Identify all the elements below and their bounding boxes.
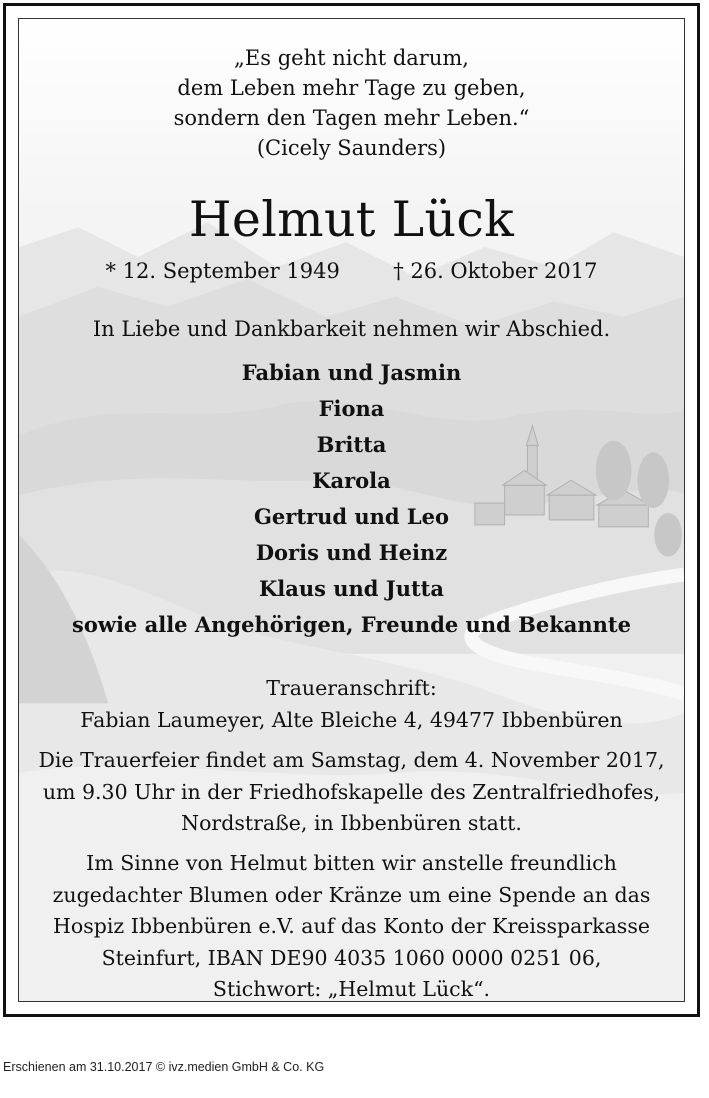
ceremony-line: Nordstraße, in Ibbenbüren statt. — [181, 811, 522, 835]
family-member: Klaus und Jutta — [259, 576, 444, 601]
address-block — [19, 673, 684, 736]
donation-line: Steinfurt, IBAN DE90 4035 1060 0000 0251 06, — [101, 945, 602, 970]
family-member: sowie alle Angehörigen, Freunde und Bekannte — [72, 612, 631, 637]
family-member: Karola — [312, 468, 391, 493]
family-member: Doris und Heinz — [255, 540, 448, 565]
quote-block — [19, 43, 684, 163]
ceremony-line: um 9.30 Uhr in der Friedhofskapelle des Zentralfriedhofes, — [42, 779, 661, 804]
notice-content — [19, 19, 684, 1001]
donation-line: Im Sinne von Helmut bitten wir anstelle freundlich — [86, 851, 617, 875]
publication-footer: Erschienen am 31.10.2017 © ivz.medien GmbH & Co. KG — [3, 1060, 325, 1074]
family-member: Britta — [316, 432, 387, 457]
quote-author: (Cicely Saunders) — [256, 136, 447, 160]
donation-line: Stichwort: „Helmut Lück“. — [212, 977, 491, 1001]
family-member: Fiona — [318, 396, 385, 421]
ceremony-line: Die Trauerfeier findet am Samstag, dem 4. November 2017, — [38, 748, 665, 772]
donation-block — [19, 848, 684, 1002]
deceased-name: Helmut Lück — [188, 191, 515, 248]
life-dates — [19, 259, 684, 283]
notice-outer-border — [3, 3, 700, 1017]
farewell-line: In Liebe und Dankbarkeit nehmen wir Abschied. — [92, 317, 611, 341]
quote-line: dem Leben mehr Tage zu geben, — [177, 76, 526, 100]
family-list — [19, 355, 684, 643]
death-date: † 26. Oktober 2017 — [393, 259, 598, 283]
donation-line: zugedachter Blumen oder Kränze um eine Spende an das — [52, 882, 651, 907]
quote-line: „Es geht nicht darum, — [234, 46, 469, 70]
family-member: Gertrud und Leo — [253, 504, 450, 529]
donation-line: Hospiz Ibbenbüren e.V. auf das Konto der Kreissparkasse — [53, 914, 650, 938]
ceremony-block — [19, 745, 684, 840]
family-member: Fabian und Jasmin — [241, 360, 462, 385]
notice-inner-border — [18, 18, 685, 1002]
address-text: Fabian Laumeyer, Alte Bleiche 4, 49477 Ibbenbüren — [80, 707, 623, 732]
quote-line: sondern den Tagen mehr Leben.“ — [173, 106, 530, 130]
address-label: Traueranschrift: — [266, 676, 437, 700]
birth-date: * 12. September 1949 — [105, 259, 340, 283]
